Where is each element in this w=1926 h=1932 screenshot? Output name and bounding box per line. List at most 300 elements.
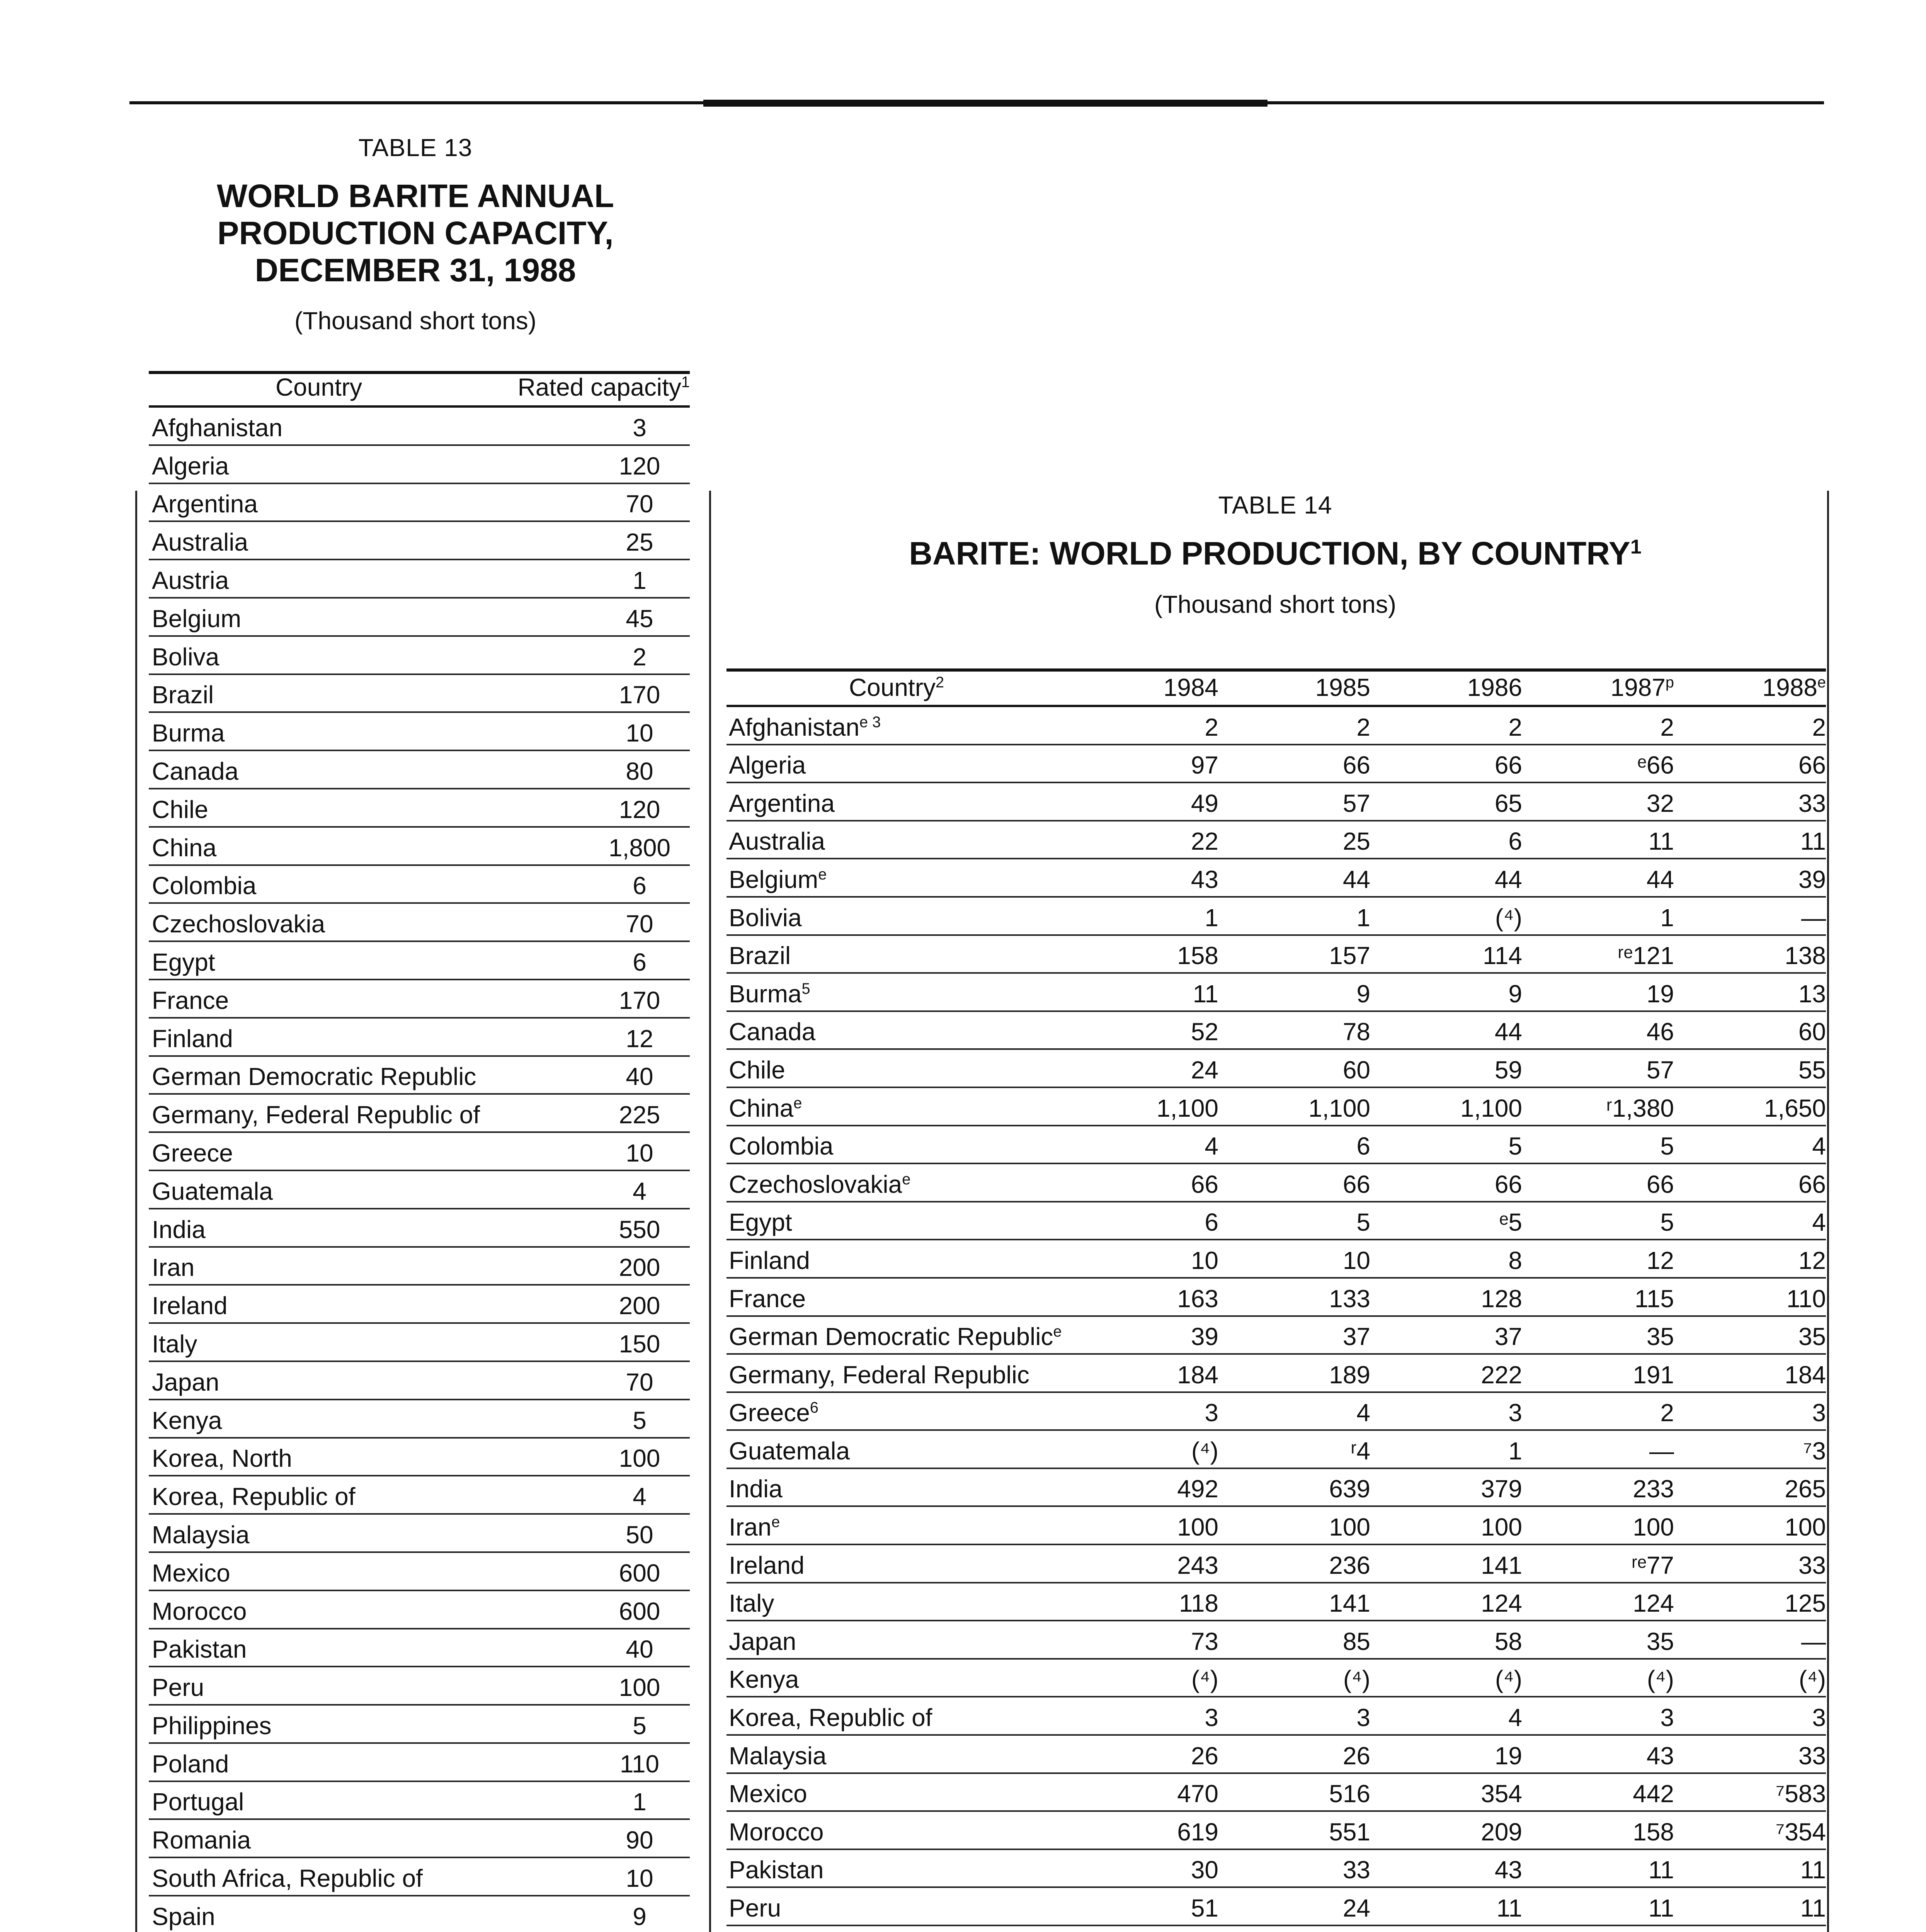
country-name: Guatemala [152,1177,273,1205]
production-value: 26 [1191,1742,1218,1770]
table-row [149,599,690,637]
country-name: Morocco [729,1818,824,1846]
table13-units: (Thousand short tons) [294,307,537,335]
production-value: 619 [1177,1818,1218,1846]
table-row [149,713,690,751]
table-row [149,675,690,713]
capacity-value: 10 [626,1139,653,1167]
capacity-value: 10 [626,1864,653,1893]
country-name: German Democratic Republic [729,1323,1053,1351]
table-row [727,1507,1826,1545]
production-value: 11 [1648,1894,1674,1922]
production-value: 516 [1329,1780,1370,1808]
country-cell [727,827,1067,855]
production-value: 118 [1179,1589,1218,1617]
capacity-value: 200 [619,1292,660,1320]
country-name: Argentina [729,789,835,817]
country-name: Ireland [729,1551,805,1579]
table-row [727,1050,1826,1088]
production-value: 639 [1329,1475,1370,1503]
production-value: 43 [1646,1742,1674,1770]
production-value: 10 [1342,1246,1370,1274]
country-name: Kenya [729,1665,799,1694]
production-value: ᵉ5 [1499,1208,1522,1236]
country-name: India [152,1215,206,1243]
country-name: Germany, Federal Republic of [152,1101,480,1129]
table-row [727,707,1826,745]
country-cell [727,1627,1067,1656]
production-value: 57 [1646,1056,1674,1084]
table13-body [149,408,690,1932]
production-value: 35 [1646,1627,1674,1655]
production-value: 5 [1356,1208,1370,1236]
production-value: 35 [1646,1323,1674,1351]
capacity-value: 40 [626,1063,653,1091]
country-cell [727,1056,1067,1084]
production-value: 4 [1812,1132,1826,1160]
production-value: 44 [1646,865,1674,893]
center-column-rule [709,491,711,1932]
capacity-value: 10 [626,719,653,747]
table-row [149,1629,690,1668]
production-value: 138 [1785,942,1826,970]
country-cell [727,1513,1067,1541]
production-value: 66 [1494,751,1522,779]
country-name: Guatemala [729,1437,850,1465]
production-value: 5 [1660,1132,1674,1160]
country-name: Greece [729,1399,810,1427]
table-row [149,446,690,484]
production-value: 551 [1329,1818,1370,1846]
country-name: Korea, Republic of [729,1704,932,1732]
production-value: 35 [1798,1323,1826,1351]
production-value: 55 [1798,1056,1826,1084]
country-name: Italy [729,1589,774,1617]
table-row [149,1667,690,1706]
year-label: 1987 [1610,673,1666,701]
production-value: 19 [1646,980,1674,1008]
production-value: — [1801,1627,1826,1655]
table13-col-capacity [489,373,690,401]
production-value: 13 [1798,980,1826,1008]
year-footnote: p [1665,674,1674,691]
production-value: 100 [1785,1513,1826,1541]
country-name: Austria [152,566,229,594]
country-footnote: e [1053,1323,1062,1340]
table-row [727,1926,1826,1932]
production-value: 19 [1494,1742,1522,1770]
table14-body [727,707,1826,1932]
year-label: 1984 [1163,673,1218,701]
right-column-rule [1827,491,1829,1932]
production-value: 1,100 [1156,1094,1218,1122]
country-cell [727,980,1067,1008]
capacity-value: 5 [633,1406,647,1434]
production-value: ʳᵉ77 [1631,1551,1674,1579]
country-cell [727,1017,1067,1046]
country-cell [727,1246,1067,1275]
production-value: 11 [1800,827,1826,855]
country-name: Morocco [152,1597,247,1625]
table14-title-text: BARITE: WORLD PRODUCTION, BY COUNTRY [909,535,1630,571]
table-row [727,1774,1826,1812]
production-value: 58 [1494,1627,1522,1655]
country-name: Iran [729,1513,772,1541]
production-value: (⁴) [1495,1665,1522,1694]
production-value: 73 [1191,1627,1218,1655]
capacity-value: 40 [626,1635,653,1663]
table14-heading [727,491,1824,619]
production-value: 32 [1646,789,1674,817]
production-value: 5 [1660,1208,1674,1236]
country-name: Chile [729,1056,785,1084]
country-footnote: 6 [810,1399,818,1417]
year-label: 1986 [1467,673,1522,701]
table-row [149,560,690,599]
country-cell [727,1742,1067,1770]
production-value: 11 [1648,1856,1674,1884]
country-name: Iran [152,1253,195,1282]
table-row [727,1164,1826,1202]
production-value: 66 [1342,1170,1370,1198]
country-name: China [152,833,217,862]
table-row [149,1019,690,1057]
production-value: 209 [1481,1818,1522,1846]
table-row [727,1393,1826,1431]
country-cell [727,1818,1067,1846]
capacity-value: 80 [626,757,653,785]
country-name: Italy [152,1330,197,1358]
production-value: 128 [1481,1284,1522,1313]
production-value: 141 [1329,1589,1370,1617]
production-value: 66 [1342,751,1370,779]
production-value: 2 [1356,713,1370,741]
production-value: 100 [1329,1513,1370,1541]
capacity-value: 225 [619,1101,660,1129]
country-name: Burma [729,980,802,1008]
production-value: 3 [1205,1399,1218,1427]
country-cell [727,1094,1067,1122]
country-name: Algeria [729,751,806,779]
table-row [149,1209,690,1248]
country-name: Colombia [152,872,257,900]
table-row [149,904,690,942]
country-name: Greece [152,1139,233,1167]
production-value: 37 [1494,1323,1522,1351]
production-value: 184 [1177,1361,1218,1389]
table-row [727,745,1826,784]
production-value: ⁷354 [1776,1818,1826,1846]
production-value: 44 [1494,1018,1522,1046]
country-cell [727,751,1067,779]
country-name: Peru [729,1894,781,1922]
year-label: 1985 [1315,673,1370,701]
production-value: 184 [1785,1361,1826,1389]
production-value: 2 [1812,713,1826,741]
production-value: 33 [1798,789,1826,817]
production-value: 12 [1798,1246,1826,1274]
country-cell [727,1665,1067,1694]
production-value: 3 [1356,1704,1370,1732]
country-footnote: e [793,1094,802,1112]
country-cell [727,1855,1067,1884]
capacity-value: 25 [626,528,653,556]
production-value: 66 [1798,751,1826,779]
country-name: Argentina [152,490,258,518]
production-value: 66 [1494,1170,1522,1198]
table-row [727,783,1826,821]
table-row [149,1744,690,1782]
table-row [727,1126,1826,1165]
capacity-value: 170 [619,681,660,709]
capacity-value: 600 [619,1559,660,1587]
production-value: 4 [1812,1208,1826,1236]
table-row [149,1706,690,1744]
production-value: 4 [1205,1132,1218,1160]
table13-title-line: PRODUCTION CAPACITY, [217,215,614,251]
production-value: 11 [1800,1894,1826,1922]
country-cell [727,1779,1067,1808]
capacity-value: 120 [619,795,660,823]
country-cell [727,1170,1067,1199]
production-value: 57 [1342,789,1370,817]
production-value: 78 [1342,1018,1370,1046]
table-row [149,1782,690,1820]
production-value: 10 [1191,1246,1218,1274]
production-value: 49 [1191,789,1218,817]
production-value: 37 [1342,1323,1370,1351]
capacity-value: 170 [619,986,660,1014]
production-value: 3 [1812,1704,1826,1732]
table-row [149,1858,690,1896]
production-value: 2 [1660,713,1674,741]
table-row [149,408,690,446]
country-name: Czechoslovakia [152,910,325,938]
table13-title-line: WORLD BARITE ANNUAL [216,178,614,214]
country-name: Pakistan [729,1856,824,1884]
capacity-value: 9 [633,1902,647,1930]
country-name: Japan [152,1368,219,1396]
country-name: Bolivia [729,903,802,932]
table-row [727,1355,1826,1393]
country-name: Pakistan [152,1635,247,1663]
production-value: 4 [1356,1399,1370,1427]
table14-units: (Thousand short tons) [1154,590,1397,618]
production-value: 24 [1342,1894,1370,1922]
country-name: Belgium [152,604,242,633]
country-name: India [729,1475,783,1503]
capacity-value: 4 [633,1483,647,1511]
table-row [149,789,690,828]
production-value: 66 [1191,1170,1218,1198]
capacity-value: 2 [633,643,647,671]
capacity-value: 90 [626,1826,653,1854]
capacity-value: 150 [619,1330,660,1358]
table13-label: TABLE 13 [358,134,473,162]
table14-col-country-label: Country [849,673,936,701]
table-row [727,1240,1826,1279]
country-cell [727,1284,1067,1313]
production-value: ʳᵉ121 [1618,942,1674,970]
table-row [727,936,1826,974]
country-name: Brazil [152,681,214,709]
country-cell [727,789,1067,818]
country-name: Ireland [152,1292,228,1320]
table-row [149,1439,690,1477]
country-name: Kenya [152,1406,222,1434]
table-row [149,1820,690,1858]
production-value: 1,650 [1764,1094,1826,1122]
country-name: Mexico [729,1780,807,1808]
table-row [149,942,690,980]
country-name: Afghanistan [152,413,283,442]
country-name: Australia [729,827,825,855]
country-cell [727,1361,1067,1389]
production-value: 157 [1329,942,1370,970]
table-row [727,1850,1826,1888]
country-name: Australia [152,528,248,556]
production-value: 11 [1800,1856,1826,1884]
production-value: 11 [1496,1894,1522,1922]
production-value: ᵉ66 [1637,751,1674,779]
production-value: 5 [1508,1132,1522,1160]
table14-col-country [727,673,1067,702]
production-value: 1,100 [1460,1094,1522,1122]
table-row [727,898,1826,936]
production-value: 33 [1798,1551,1826,1579]
table-row [727,1012,1826,1050]
production-value: 66 [1798,1170,1826,1198]
table-row [727,1317,1826,1355]
footnote-marker: 2 [936,674,944,691]
production-value: 470 [1177,1780,1218,1808]
table-row [149,1896,690,1932]
table-row [149,1362,690,1400]
country-name: Canada [729,1018,816,1046]
production-value: (⁴) [1798,1665,1826,1694]
capacity-value: 6 [633,872,647,900]
country-cell [727,865,1067,894]
country-name: Brazil [729,942,791,970]
country-footnote: e 3 [859,713,881,731]
capacity-value: 550 [619,1215,660,1243]
table-row [149,980,690,1019]
country-name: Philippines [152,1711,272,1740]
country-footnote: e [818,866,827,883]
production-value: 11 [1193,980,1218,1008]
production-value: 52 [1191,1018,1218,1046]
production-value: 3 [1205,1704,1218,1732]
country-cell [727,903,1067,932]
production-value: 6 [1356,1132,1370,1160]
production-value: 60 [1798,1018,1826,1046]
production-value: (⁴) [1495,903,1522,932]
country-name: Belgium [729,865,818,893]
capacity-value: 1 [633,1788,647,1816]
table14-title [727,535,1824,572]
production-value: 25 [1342,827,1370,855]
country-name: Romania [152,1826,251,1854]
capacity-value: 200 [619,1253,660,1282]
production-value: 44 [1494,865,1522,893]
production-value: 189 [1329,1361,1370,1389]
country-name: German Democratic Republic [152,1063,476,1091]
table-row [149,866,690,904]
country-name: Malaysia [152,1520,250,1549]
production-value: (⁴) [1191,1665,1218,1694]
table-row [727,821,1826,860]
table-row [149,1515,690,1553]
production-value: 4 [1508,1704,1522,1732]
capacity-value: 45 [626,604,653,633]
production-value: 3 [1812,1399,1826,1427]
production-value: 158 [1177,942,1218,970]
country-cell [727,713,1067,742]
production-value: 2 [1205,713,1218,741]
country-cell [727,1475,1067,1503]
table-row [149,1400,690,1439]
production-value: 233 [1633,1475,1674,1503]
table13-header-row [149,371,690,408]
production-value: 85 [1342,1627,1370,1655]
year-header [1218,673,1370,702]
country-name: Finland [152,1024,233,1053]
country-cell [727,1589,1067,1617]
production-value: ʳ4 [1351,1437,1370,1465]
country-cell [727,1437,1067,1465]
production-value: 43 [1494,1856,1522,1884]
table-row [727,1888,1826,1926]
table13-title-line: DECEMBER 31, 1988 [255,252,576,288]
production-value: 110 [1786,1284,1826,1313]
country-name: Mexico [152,1559,230,1587]
production-value: 2 [1508,713,1522,741]
production-value: 33 [1798,1742,1826,1770]
country-footnote: 5 [801,980,810,997]
table-row [727,1812,1826,1850]
year-header [1370,673,1522,702]
capacity-value: 70 [626,490,653,518]
production-value: 66 [1646,1170,1674,1198]
capacity-value: 6 [633,948,647,976]
table-row [149,828,690,866]
country-name: Chile [152,795,208,823]
table14-header-row [727,668,1826,707]
country-cell [727,1551,1067,1580]
table14 [727,668,1826,1932]
capacity-value: 120 [619,452,660,480]
capacity-value: 1 [633,566,647,594]
table13-heading [143,133,688,335]
production-value: 60 [1342,1056,1370,1084]
country-name: Spain [152,1902,215,1930]
country-name: Czechoslovakia [729,1170,902,1198]
country-name: China [729,1094,794,1122]
table-row [149,1095,690,1133]
table-row [727,1202,1826,1241]
production-value: 24 [1191,1056,1218,1084]
production-value: 141 [1481,1551,1522,1579]
country-name: Portugal [152,1788,244,1816]
production-value: 114 [1482,942,1522,970]
country-name: France [729,1284,806,1313]
country-name: Afghanistan [729,713,860,741]
top-rule-thick [703,100,1268,107]
table-row [727,1431,1826,1469]
production-value: 33 [1342,1856,1370,1884]
year-footnote: e [1817,674,1826,691]
country-cell [727,1703,1067,1732]
